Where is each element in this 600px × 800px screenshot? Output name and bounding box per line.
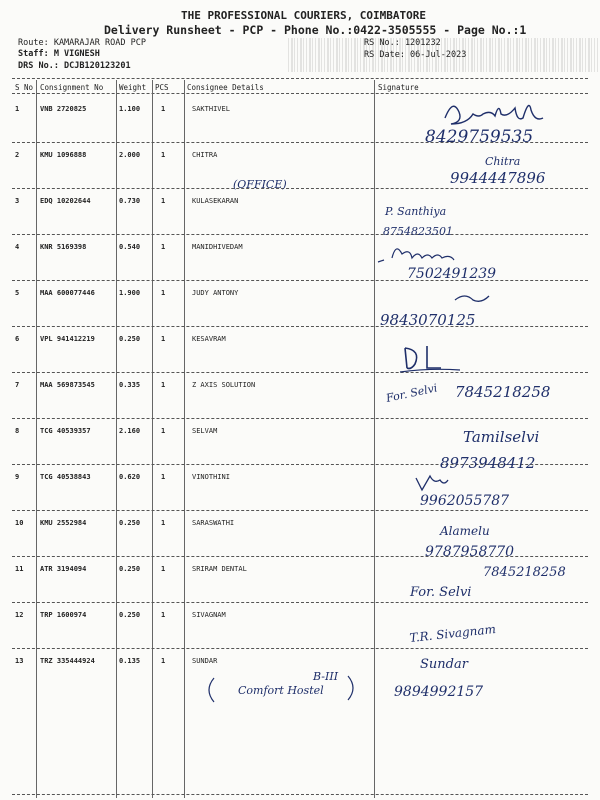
hw-r7-name: For. Selvi xyxy=(384,381,439,405)
row-consignee: SIVAGNAM xyxy=(192,611,226,619)
hw-r11-phone: 7845218258 xyxy=(483,565,566,580)
row-weight: 0.250 xyxy=(119,565,141,573)
row-pcs: 1 xyxy=(161,611,166,619)
row-consignee: SELVAM xyxy=(192,427,218,435)
row-separator xyxy=(12,188,588,189)
row-pcs: 1 xyxy=(161,289,166,297)
hw-r11-name: For. Selvi xyxy=(410,585,472,600)
row-consignment-no: MAA 569873545 xyxy=(40,381,95,389)
signature-4-icon xyxy=(378,249,454,262)
row-pcs: 1 xyxy=(161,335,166,343)
row-sno: 7 xyxy=(15,381,20,389)
row-consignment-no: TRP 1600974 xyxy=(40,611,87,619)
row-pcs: 1 xyxy=(161,519,166,527)
row-consignee: KESAVRAM xyxy=(192,335,226,343)
hw-r8-phone: 8973948412 xyxy=(440,454,536,472)
row-consignee: SUNDAR xyxy=(192,657,218,665)
row-separator xyxy=(12,510,588,511)
row-weight: 0.540 xyxy=(119,243,141,251)
row-weight: 0.250 xyxy=(119,611,141,619)
row-consignment-no: VPL 941412219 xyxy=(40,335,95,343)
row-sno: 6 xyxy=(15,335,20,343)
row-consignment-no: VNB 2720825 xyxy=(40,105,87,113)
row-pcs: 1 xyxy=(161,473,166,481)
hw-r13-name: Sundar xyxy=(420,657,468,672)
row-pcs: 1 xyxy=(161,381,166,389)
row-pcs: 1 xyxy=(161,151,166,159)
row-weight: 0.250 xyxy=(119,335,141,343)
row-separator xyxy=(12,418,588,419)
row-weight: 1.100 xyxy=(119,105,141,113)
row-weight: 0.620 xyxy=(119,473,141,481)
row-sno: 5 xyxy=(15,289,20,297)
row-consignee: MANIDHIVEDAM xyxy=(192,243,243,251)
row-consignment-no: MAA 600077446 xyxy=(40,289,95,297)
col-header-signature: Signature xyxy=(378,83,419,92)
bracket-icon xyxy=(209,676,353,702)
row-consignee: KULASEKARAN xyxy=(192,197,239,205)
hw-r1-phone: 8429759535 xyxy=(425,127,534,147)
row-separator xyxy=(12,142,588,143)
hw-r2-phone: 9944447896 xyxy=(450,169,546,187)
hw-r13-phone: 9894992157 xyxy=(394,684,484,700)
row-sno: 8 xyxy=(15,427,20,435)
row-consignee: CHITRA xyxy=(192,151,218,159)
row-sno: 11 xyxy=(15,565,24,573)
staff-label: Staff: M VIGNESH xyxy=(18,49,100,59)
hw-r3-name: P. Santhiya xyxy=(385,205,447,218)
row-consignment-no: ATR 3194094 xyxy=(40,565,87,573)
row-sno: 2 xyxy=(15,151,20,159)
row-consignment-no: TCG 40539357 xyxy=(40,427,91,435)
row-sno: 12 xyxy=(15,611,24,619)
row-sno: 9 xyxy=(15,473,20,481)
runsheet-subtitle: Delivery Runsheet - PCP - Phone No.:0422-3505555 - Page No.:1 xyxy=(104,23,527,37)
row-weight: 2.160 xyxy=(119,427,141,435)
signature-5-icon xyxy=(455,296,489,301)
signature-9-icon xyxy=(416,476,448,490)
hw-r10-phone: 9787958770 xyxy=(425,544,515,560)
col-header-pcs: PCS xyxy=(155,83,169,92)
row-consignment-no: TCG 40538843 xyxy=(40,473,91,481)
row-weight: 0.135 xyxy=(119,657,141,665)
header-bottom-rule xyxy=(12,93,588,94)
row-separator xyxy=(12,794,588,795)
rs-date: RS Date: 06-Jul-2023 xyxy=(364,50,467,60)
header-top-rule xyxy=(12,78,588,79)
hw-r7-phone: 7845218258 xyxy=(455,383,551,401)
row-weight: 0.730 xyxy=(119,197,141,205)
row-consignee: Z AXIS SOLUTION xyxy=(192,381,256,389)
row-consignment-no: TRZ 335444924 xyxy=(40,657,95,665)
drs-number: DRS No.: DCJB120123201 xyxy=(18,61,131,71)
hw-r9-phone: 9962055787 xyxy=(420,493,510,509)
company-title: THE PROFESSIONAL COURIERS, COIMBATORE xyxy=(181,9,427,22)
rs-number: RS No.: 1201232 xyxy=(364,38,441,48)
hw-r13-hostel: Comfort Hostel xyxy=(238,684,324,697)
row-weight: 1.900 xyxy=(119,289,141,297)
row-separator xyxy=(12,464,588,465)
hw-r5-phone: 9843070125 xyxy=(380,311,476,329)
row-separator xyxy=(12,326,588,327)
row-consignee: SRIRAM DENTAL xyxy=(192,565,247,573)
hw-r12-name: T.R. Sivagnam xyxy=(408,622,497,645)
hw-r8-name: Tamilselvi xyxy=(463,428,540,446)
row-weight: 0.250 xyxy=(119,519,141,527)
route-label: Route: KAMARAJAR ROAD PCP xyxy=(18,38,146,48)
col-header-consignee: Consignee Details xyxy=(187,83,264,92)
hw-r4-phone: 7502491239 xyxy=(407,266,497,282)
row-consignment-no: KNR 5169398 xyxy=(40,243,87,251)
row-pcs: 1 xyxy=(161,427,166,435)
row-pcs: 1 xyxy=(161,565,166,573)
signature-6-icon xyxy=(405,346,441,369)
row-pcs: 1 xyxy=(161,243,166,251)
row-pcs: 1 xyxy=(161,105,166,113)
row-weight: 2.000 xyxy=(119,151,141,159)
hw-r2-office: (OFFICE) xyxy=(233,178,287,191)
row-sno: 13 xyxy=(15,657,24,665)
row-pcs: 1 xyxy=(161,197,166,205)
hw-r3-phone: 8754823501 xyxy=(383,225,453,238)
row-separator xyxy=(12,648,588,649)
col-header-sno: S No xyxy=(15,83,34,92)
row-separator xyxy=(12,556,588,557)
row-separator xyxy=(12,372,588,373)
row-consignment-no: EDQ 10202644 xyxy=(40,197,91,205)
row-consignee: SAKTHIVEL xyxy=(192,105,230,113)
row-sno: 1 xyxy=(15,105,20,113)
signature-1-icon xyxy=(445,106,543,125)
row-separator xyxy=(12,234,588,235)
row-consignment-no: KMU 2552984 xyxy=(40,519,87,527)
hw-r2-name: Chitra xyxy=(485,155,521,168)
row-pcs: 1 xyxy=(161,657,166,665)
row-consignee: JUDY ANTONY xyxy=(192,289,239,297)
row-sno: 10 xyxy=(15,519,24,527)
row-consignee: SARASWATHI xyxy=(192,519,235,527)
row-weight: 0.335 xyxy=(119,381,141,389)
row-sno: 3 xyxy=(15,197,20,205)
row-consignment-no: KMU 1096888 xyxy=(40,151,87,159)
col-header-weight: Weight xyxy=(119,83,147,92)
row-sno: 4 xyxy=(15,243,20,251)
row-separator xyxy=(12,280,588,281)
row-separator xyxy=(12,602,588,603)
hw-r13-block: B-III xyxy=(313,670,339,683)
hw-r10-name: Alamelu xyxy=(440,524,490,538)
row-consignee: VINOTHINI xyxy=(192,473,230,481)
col-header-consignment: Consignment No xyxy=(40,83,104,92)
